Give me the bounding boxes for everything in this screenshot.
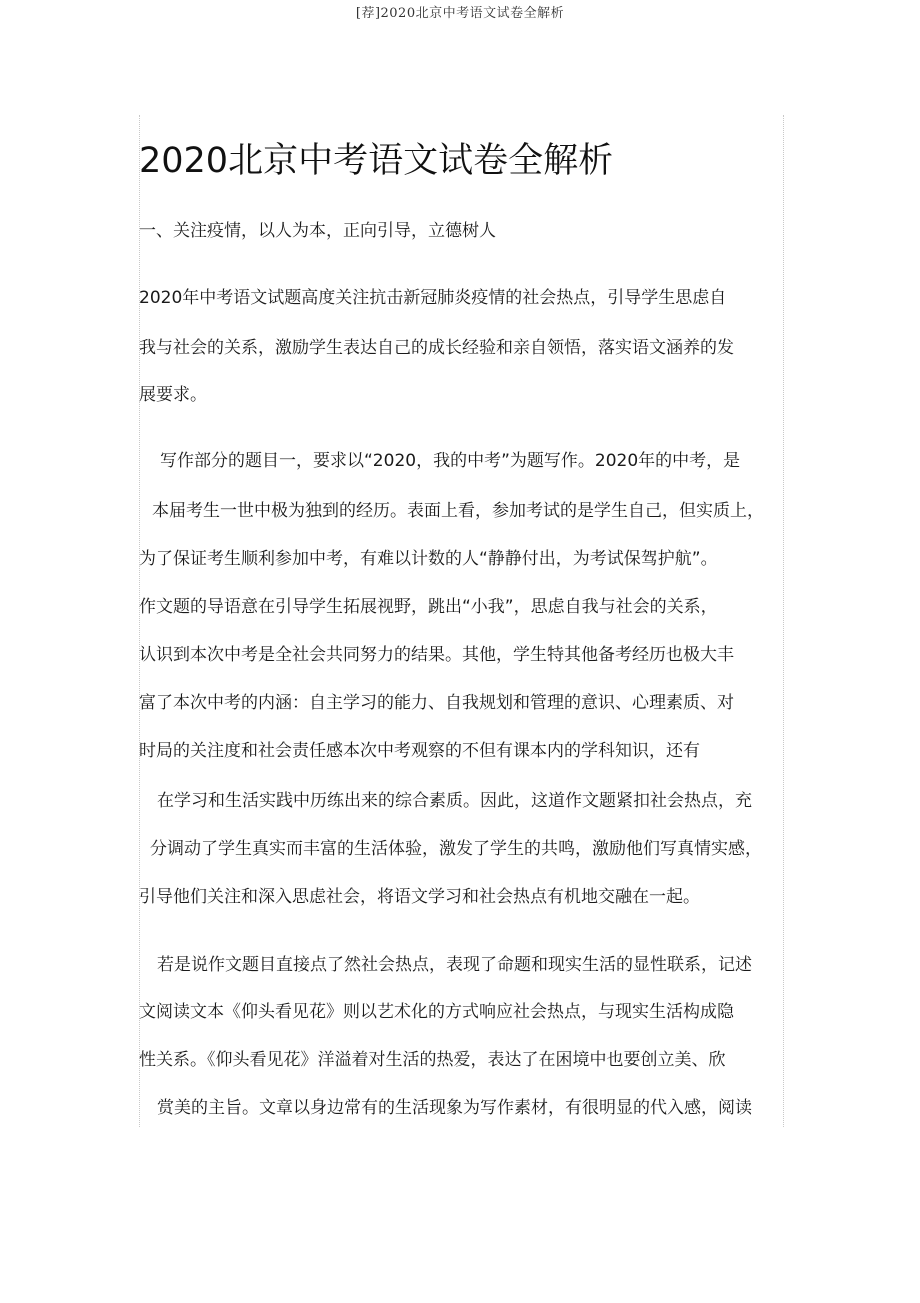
paragraph-line: 展要求。	[139, 385, 207, 405]
paragraph-line: 时局的关注度和社会责任感本次中考观察的不但有课本内的学科知识，还有	[139, 741, 700, 761]
paragraph-line: 在学习和生活实践中历练出来的综合素质。因此，这道作文题紧扣社会热点，充	[157, 791, 752, 811]
paragraph-line: 写作部分的题目一，要求以“2020，我的中考”为题写作。2020年的中考，是	[160, 451, 741, 471]
paragraph-line: 2020年中考语文试题高度关注抗击新冠肺炎疫情的社会热点，引导学生思虑自	[139, 288, 727, 308]
document-title: 2020北京中考语文试卷全解析	[139, 141, 614, 181]
paragraph-line: 文阅读文本《仰头看见花》则以艺术化的方式响应社会热点，与现实生活构成隐	[139, 1002, 734, 1022]
paragraph-line: 性关系。《仰头看见花》洋溢着对生活的热爱，表达了在困境中也要创立美、欣	[139, 1050, 726, 1070]
paragraph-line: 赏美的主旨。文章以身边常有的生活现象为写作素材，有很明显的代入感，阅读	[157, 1098, 752, 1118]
paragraph-line: 引导他们关注和深入思虑社会，将语文学习和社会热点有机地交融在一起。	[139, 887, 700, 907]
paragraph-line: 本届考生一世中极为独到的经历。表面上看，参加考试的是学生自己，但实质上，	[152, 501, 764, 521]
paragraph-line: 我与社会的关系，激励学生表达自己的成长经验和亲自领悟，落实语文涵养的发	[139, 338, 734, 358]
section-heading: 一、关注疫情，以人为本，正向引导，立德树人	[139, 221, 496, 241]
paragraph-line: 分调动了学生真实而丰富的生活体验，激发了学生的共鸣，激励他们写真情实感，	[150, 839, 762, 859]
paragraph-line: 若是说作文题目直接点了然社会热点，表现了命题和现实生活的显性联系，记述	[157, 955, 752, 975]
page-frame	[139, 115, 784, 1127]
paragraph-line: 认识到本次中考是全社会共同努力的结果。其他，学生特其他备考经历也极大丰	[139, 645, 734, 665]
paragraph-line: 为了保证考生顺利参加中考，有难以计数的人“静静付出，为考试保驾护航”。	[139, 549, 718, 569]
paragraph-line: 作文题的导语意在引导学生拓展视野，跳出“小我”，思虑自我与社会的关系，	[139, 597, 718, 617]
document-header: [荐]2020北京中考语文试卷全解析	[355, 6, 565, 21]
paragraph-line: 富了本次中考的内涵：自主学习的能力、自我规划和管理的意识、心理素质、对	[139, 693, 734, 713]
